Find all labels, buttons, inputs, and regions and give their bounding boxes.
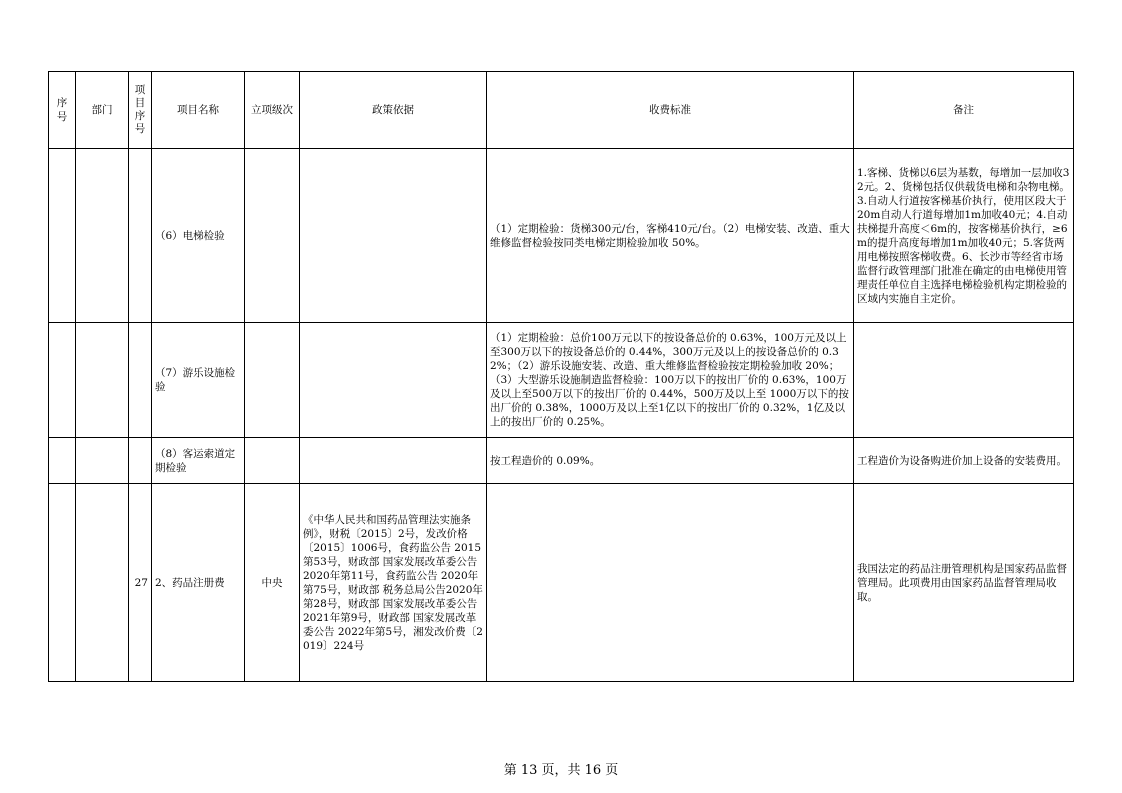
cell-item-name: 2、药品注册费 xyxy=(152,484,245,682)
cell-remark: 工程造价为设备购进价加上设备的安装费用。 xyxy=(854,438,1074,484)
cell-policy xyxy=(300,323,487,438)
table-row xyxy=(49,484,1074,682)
fee-table xyxy=(48,71,1074,682)
cell-remark: 1.客梯、货梯以6层为基数，每增加一层加收32元。2、货梯包括仅供载货电梯和杂物电梯。3.自动人行道按客梯基价执行，使用区段大于20m自动人行道每增加1m加收40元；4.自动扶梯提升高度＜6m的，按客梯基价执行，≥6m的提升高度每增加1m加收40元；5.客货两用电梯按照客梯收费。6、长沙市等经省市场监督行政管理部门批准在确定的由电梯使用管理责任单位自主选择电梯检验机构定期检验的区域内实施自主定价。 xyxy=(854,149,1074,323)
cell-dept xyxy=(76,438,129,484)
cell-standard xyxy=(487,484,854,682)
header-level: 立项级次 xyxy=(245,72,300,149)
cell-level xyxy=(245,438,300,484)
cell-standard: 按工程造价的 0.09%。 xyxy=(487,438,854,484)
table-row xyxy=(49,149,1074,323)
cell-dept xyxy=(76,323,129,438)
cell-remark: 我国法定的药品注册管理机构是国家药品监督管理局。此项费用由国家药品监督管理局收取。 xyxy=(854,484,1074,682)
cell-dept xyxy=(76,149,129,323)
cell-policy xyxy=(300,438,487,484)
cell-item-no xyxy=(129,438,152,484)
cell-level xyxy=(245,323,300,438)
header-policy: 政策依据 xyxy=(300,72,487,149)
cell-standard: （1）定期检验：总价100万元以下的按设备总价的 0.63%，100万元及以上至300万以下的按设备总价的 0.44%，300万元及以上的按设备总价的 0.32%；（2）游乐设施安装、改造、重大维修监督检验按定期检验加收 20%；（3）大型游乐设施制造监督检验：100万以下的按出厂价的 0.63%，100万及以上至500万以下的按出厂价的 0.44%，500万及以上至 1000万以下的按出厂价的 0.38%，1000万及以上至1亿以下的按出厂价的 0.32%，1亿及以上的按出厂价的 0.25%。 xyxy=(487,323,854,438)
cell-item-no xyxy=(129,323,152,438)
cell-level: 中央 xyxy=(245,484,300,682)
table-row xyxy=(49,438,1074,484)
cell-policy xyxy=(300,149,487,323)
header-item-no: 项目序号 xyxy=(129,72,152,149)
page-number: 第 13 页，共 16 页 xyxy=(503,763,619,778)
cell-item-name: （6）电梯检验 xyxy=(152,149,245,323)
cell-item-no xyxy=(129,149,152,323)
cell-item-name: （8）客运索道定期检验 xyxy=(152,438,245,484)
header-remark: 备注 xyxy=(854,72,1074,149)
cell-seq xyxy=(49,323,76,438)
cell-seq xyxy=(49,484,76,682)
header-standard: 收费标准 xyxy=(487,72,854,149)
cell-policy: 《中华人民共和国药品管理法实施条例》，财税〔2015〕2号，发改价格〔2015〕1006号，食药监公告 2015第53号，财政部 国家发展改革委公告2020年第11号，食药监公告 2020年第75号，财政部 税务总局公告2020年第28号，财政部 国家发展改革委公告 2021年第9号，财政部 国家发展改革委公告 2022年第5号，湘发改价费〔2019〕224号 xyxy=(300,484,487,682)
cell-standard: （1）定期检验：货梯300元/台，客梯410元/台。（2）电梯安装、改造、重大维修监督检验按同类电梯定期检验加收 50%。 xyxy=(487,149,854,323)
header-seq: 序号 xyxy=(49,72,76,149)
cell-dept xyxy=(76,484,129,682)
cell-seq xyxy=(49,438,76,484)
cell-level xyxy=(245,149,300,323)
cell-item-name: （7）游乐设施检验 xyxy=(152,323,245,438)
cell-item-no: 27 xyxy=(129,484,152,682)
header-dept: 部门 xyxy=(76,72,129,149)
table-row xyxy=(49,323,1074,438)
table-header-row xyxy=(49,72,1074,149)
cell-seq xyxy=(49,149,76,323)
cell-remark xyxy=(854,323,1074,438)
header-item-name: 项目名称 xyxy=(152,72,245,149)
